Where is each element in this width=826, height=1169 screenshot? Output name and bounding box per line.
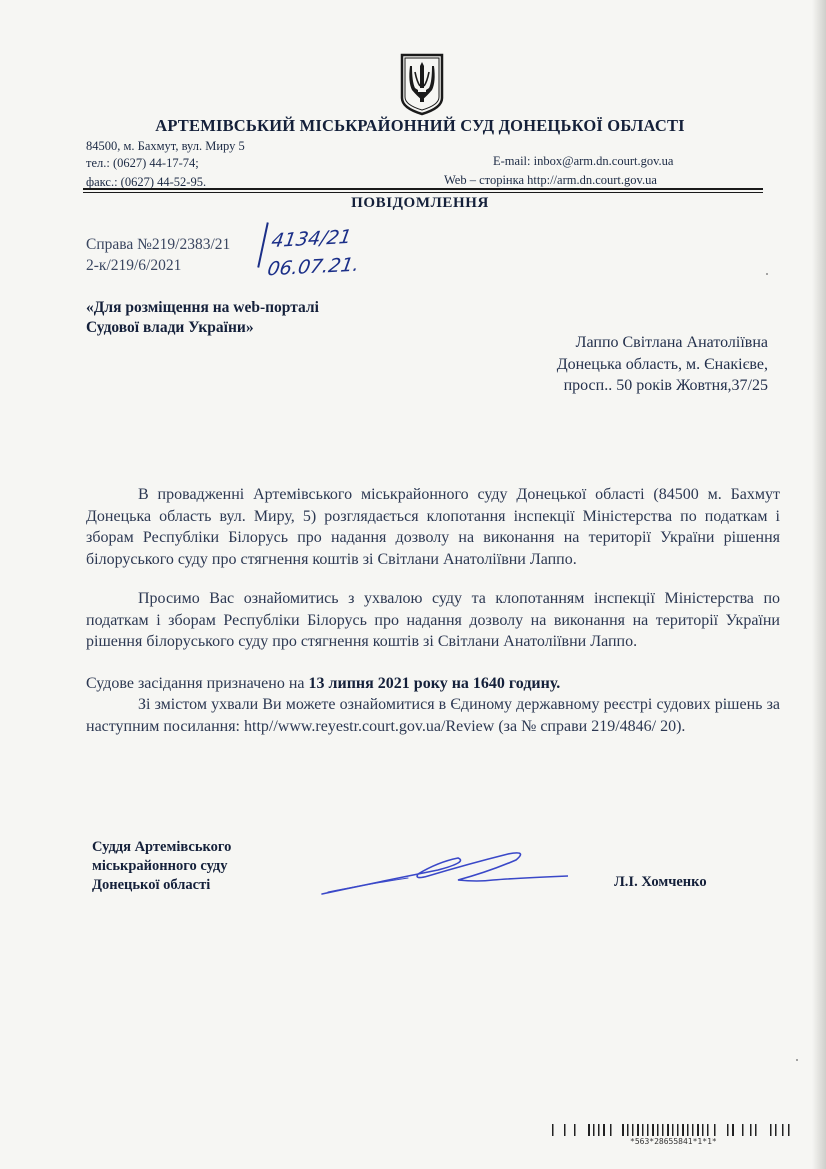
- court-phone: тел.: (0627) 44-17-74;: [86, 156, 199, 170]
- header-divider-thin: [83, 192, 763, 193]
- handwritten-date: 06.07.21.: [265, 253, 361, 281]
- body-paragraph-4: [86, 694, 780, 737]
- court-website: Web – сторінка http://arm.dn.court.gov.ua: [444, 173, 657, 187]
- recipient-address-line2: просп.. 50 років Жовтня,37/25: [563, 377, 768, 394]
- case-number: Справа №219/2383/21: [86, 236, 231, 253]
- handwritten-slash: [257, 222, 269, 267]
- body-paragraph-1: [86, 484, 780, 570]
- body-paragraph-4-text: Зі змістом ухвали Ви можете ознайомитися в Єдиному державному реєстрі судових рішень за наступним посилання: http//www.reyestr.court.gov.ua/Review (за № справи 219/4846/ 20).: [86, 696, 780, 735]
- barcode: [552, 1124, 792, 1136]
- court-email: E-mail: inbox@arm.dn.court.gov.ua: [493, 154, 674, 168]
- judge-position-line1: Суддя Артемівського: [92, 839, 232, 855]
- body-paragraph-2-text: Просимо Вас ознайомитись з ухвалою суду та клопотанням інспекції Міністерства по податкам і зборам Республіки Білорусь про надання дозволу на виконання на території України рішення білоруського суду про стягнення коштів зі Світлани Анатоліївни Лаппо.: [86, 590, 780, 650]
- handwritten-signature: [318, 846, 568, 902]
- scan-speck: [766, 273, 768, 275]
- portal-note-line1: «Для розміщення на web-порталі: [86, 299, 319, 316]
- recipient-address-line1: Донецька область, м. Єнакієве,: [556, 356, 768, 373]
- barcode-number: *563*28655841*1*1*: [630, 1137, 717, 1146]
- court-address: 84500, м. Бахмут, вул. Миру 5: [86, 139, 245, 153]
- court-fax: факс.: (0627) 44-52-95.: [86, 175, 207, 189]
- hearing-notice: [86, 673, 780, 695]
- hearing-date: 13 липня 2021 року на 1640 годину.: [308, 675, 561, 692]
- judge-position: [92, 838, 231, 895]
- trident-coat-of-arms-icon: [399, 52, 445, 116]
- hearing-prefix: Судове засідання призначено на: [86, 675, 309, 692]
- judge-position-line2: міськрайонного суду: [92, 858, 228, 874]
- handwritten-registration-number: 4134/21: [269, 225, 354, 253]
- scan-speck: [796, 1059, 798, 1061]
- header-divider: [83, 188, 763, 190]
- body-paragraph-2: [86, 588, 780, 653]
- body-paragraph-1-text: В провадженні Артемівського міськрайонного суду Донецької області (84500 м. Бахмут Донецька область вул. Миру, 5) розглядається клопотання інспекції Міністерства по податкам і зборам Республіки Білорусь про надання дозволу на виконання на території України рішення білоруського суду про стягнення коштів зі Світлани Анатоліївни Лаппо.: [86, 486, 780, 568]
- recipient-name: Лаппо Світлана Анатоліївна: [575, 334, 768, 351]
- document-title: ПОВІДОМЛЕННЯ: [351, 195, 489, 211]
- judge-name: Л.І. Хомченко: [614, 874, 707, 890]
- scan-edge-shadow: [812, 0, 826, 1169]
- proceeding-number: 2-к/219/6/2021: [86, 257, 182, 274]
- judge-position-line3: Донецької області: [92, 877, 211, 893]
- court-name: АРТЕМІВСЬКИЙ МІСЬКРАЙОННИЙ СУД ДОНЕЦЬКОЇ ОБЛАСТІ: [155, 116, 685, 135]
- portal-note-line2: Судової влади України»: [86, 319, 254, 336]
